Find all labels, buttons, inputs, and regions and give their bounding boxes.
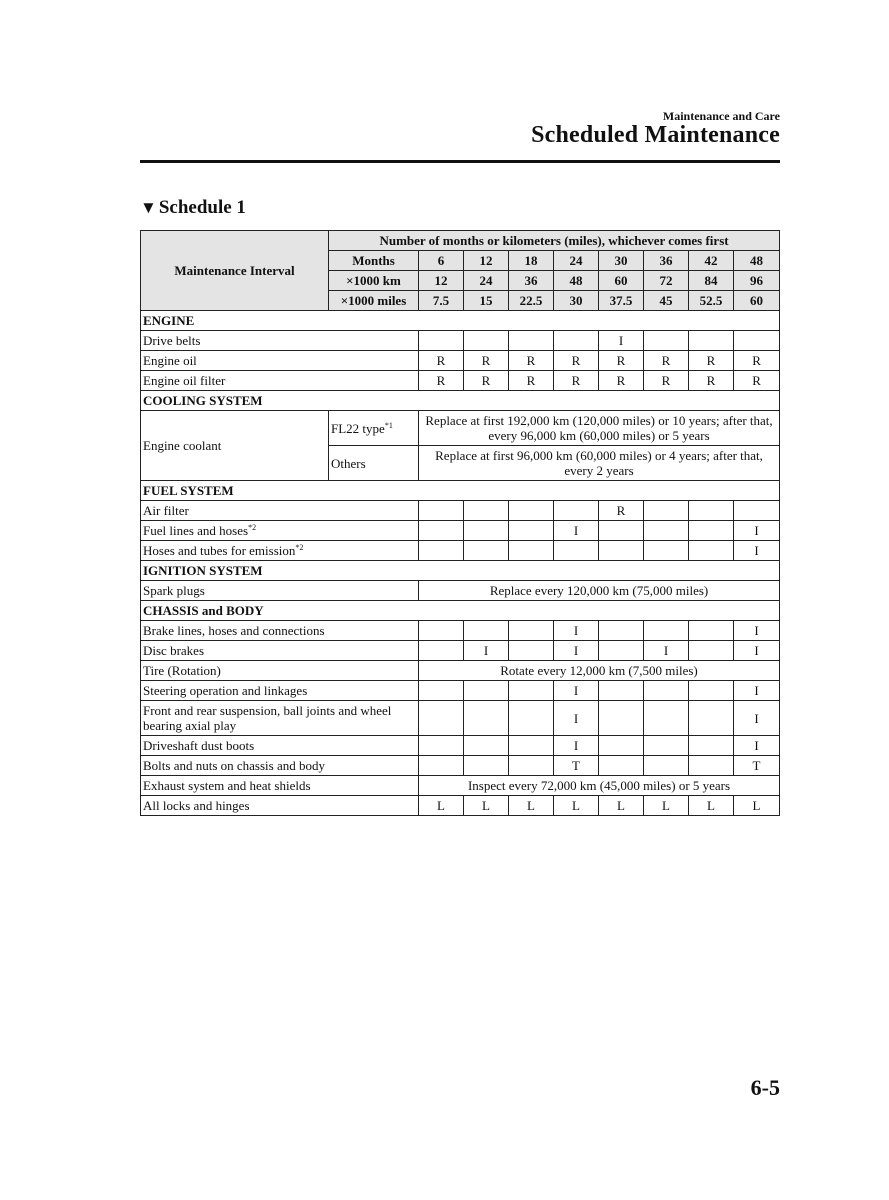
table-row	[141, 371, 780, 391]
cell: I	[554, 736, 599, 756]
cell	[464, 541, 509, 561]
item-name: Spark plugs	[141, 581, 419, 601]
cell	[644, 736, 689, 756]
tire-rotation-text: Rotate every 12,000 km (7,500 miles)	[419, 661, 780, 681]
miles-value: 22.5	[509, 291, 554, 311]
cell	[419, 621, 464, 641]
category-row	[141, 601, 780, 621]
item-name: Bolts and nuts on chassis and body	[141, 756, 419, 776]
cell: L	[599, 796, 644, 816]
cell: R	[599, 501, 644, 521]
cell	[599, 641, 644, 661]
cell: R	[509, 351, 554, 371]
cell	[734, 331, 780, 351]
cell	[689, 621, 734, 641]
cell	[464, 331, 509, 351]
category-engine: ENGINE	[141, 311, 780, 331]
km-value: 96	[734, 271, 780, 291]
coolant-type-fl22	[329, 411, 419, 446]
cell	[644, 621, 689, 641]
item-name: All locks and hinges	[141, 796, 419, 816]
month-value: 24	[554, 251, 599, 271]
cell	[509, 681, 554, 701]
cell	[689, 501, 734, 521]
cell	[599, 756, 644, 776]
km-value: 60	[599, 271, 644, 291]
item-name: Engine oil	[141, 351, 419, 371]
category-row	[141, 481, 780, 501]
cell: L	[644, 796, 689, 816]
km-value: 12	[419, 271, 464, 291]
month-value: 36	[644, 251, 689, 271]
cell	[689, 641, 734, 661]
item-name-suspension	[141, 701, 419, 736]
cell	[599, 736, 644, 756]
item-name: Disc brakes	[141, 641, 419, 661]
cell: T	[734, 756, 780, 776]
cell: L	[554, 796, 599, 816]
cell: I	[644, 641, 689, 661]
cell: I	[554, 521, 599, 541]
km-value: 72	[644, 271, 689, 291]
cell	[419, 641, 464, 661]
cell: I	[734, 621, 780, 641]
month-value: 42	[689, 251, 734, 271]
cell	[509, 521, 554, 541]
km-value: 48	[554, 271, 599, 291]
miles-value: 37.5	[599, 291, 644, 311]
table-row	[141, 331, 780, 351]
km-value: 36	[509, 271, 554, 291]
category-chassis: CHASSIS and BODY	[141, 601, 780, 621]
cell	[689, 541, 734, 561]
category-fuel: FUEL SYSTEM	[141, 481, 780, 501]
cell: I	[734, 521, 780, 541]
table-row	[141, 621, 780, 641]
category-row	[141, 391, 780, 411]
cell	[419, 701, 464, 736]
table-row	[141, 351, 780, 371]
spark-plugs-text: Replace every 120,000 km (75,000 miles)	[419, 581, 780, 601]
cell: R	[509, 371, 554, 391]
cell	[464, 701, 509, 736]
cell	[599, 541, 644, 561]
cell: I	[734, 541, 780, 561]
cell: R	[644, 351, 689, 371]
month-value: 18	[509, 251, 554, 271]
km-label: ×1000 km	[329, 271, 419, 291]
cell	[554, 501, 599, 521]
table-row	[141, 736, 780, 756]
table-row	[141, 541, 780, 561]
cell: R	[554, 371, 599, 391]
exhaust-text: Inspect every 72,000 km (45,000 miles) or 5 years	[419, 776, 780, 796]
cell	[689, 521, 734, 541]
cell	[509, 641, 554, 661]
category-row	[141, 561, 780, 581]
miles-value: 7.5	[419, 291, 464, 311]
month-value: 48	[734, 251, 780, 271]
miles-label: ×1000 miles	[329, 291, 419, 311]
footnote-ref: *2	[248, 523, 257, 532]
cell: I	[554, 641, 599, 661]
item-name: Tire (Rotation)	[141, 661, 419, 681]
cell: R	[689, 371, 734, 391]
cell	[464, 621, 509, 641]
footnote-ref: *2	[295, 543, 304, 552]
page-number: 6-5	[750, 1075, 780, 1100]
cell	[644, 521, 689, 541]
cell	[599, 521, 644, 541]
coolant-fl22-text: Replace at first 192,000 km (120,000 miles) or 10 years; after that, every 96,000 km (60,000 miles) or 5 years	[419, 411, 780, 446]
cell: L	[734, 796, 780, 816]
cell: R	[464, 351, 509, 371]
cell	[419, 521, 464, 541]
cell: R	[419, 371, 464, 391]
schedule-heading-text: Schedule 1	[158, 197, 246, 218]
cell: I	[554, 621, 599, 641]
coolant-type-others: Others	[329, 446, 419, 481]
cell	[509, 621, 554, 641]
cell	[689, 701, 734, 736]
footnote-ref: *1	[384, 420, 393, 430]
table-row	[141, 796, 780, 816]
schedule-heading	[140, 197, 246, 219]
month-value: 30	[599, 251, 644, 271]
table-row	[141, 501, 780, 521]
cell	[464, 521, 509, 541]
cell	[419, 681, 464, 701]
title-rule	[140, 160, 780, 163]
table-row	[141, 756, 780, 776]
cell	[599, 681, 644, 701]
table-row	[141, 776, 780, 796]
cell	[644, 331, 689, 351]
item-name: Drive belts	[141, 331, 419, 351]
item-name-line: Front and rear suspension, ball joints and wheel	[143, 703, 392, 718]
cell	[419, 501, 464, 521]
miles-value: 15	[464, 291, 509, 311]
cell	[419, 736, 464, 756]
item-name: Fuel lines and hoses	[143, 523, 249, 538]
km-value: 24	[464, 271, 509, 291]
months-label: Months	[329, 251, 419, 271]
item-name: Hoses and tubes for emission	[143, 543, 296, 558]
item-name-fuel-lines	[141, 521, 419, 541]
miles-value: 30	[554, 291, 599, 311]
category-row	[141, 311, 780, 331]
cell: I	[734, 736, 780, 756]
cell: T	[554, 756, 599, 776]
item-name: Engine coolant	[141, 411, 329, 481]
cell	[509, 331, 554, 351]
item-name: Air filter	[141, 501, 419, 521]
cell: L	[689, 796, 734, 816]
cell: I	[599, 331, 644, 351]
month-value: 6	[419, 251, 464, 271]
cell: I	[554, 681, 599, 701]
interval-label: Maintenance Interval	[141, 231, 329, 311]
cell	[509, 541, 554, 561]
cell: L	[509, 796, 554, 816]
cell	[509, 501, 554, 521]
miles-value: 45	[644, 291, 689, 311]
item-name: Steering operation and linkages	[141, 681, 419, 701]
item-name-line: bearing axial play	[143, 718, 237, 733]
cell: R	[734, 371, 780, 391]
triangle-down-icon: ▼	[140, 198, 157, 217]
cell	[464, 681, 509, 701]
table-row	[141, 661, 780, 681]
cell	[644, 701, 689, 736]
cell	[419, 756, 464, 776]
cell: R	[599, 371, 644, 391]
month-value: 12	[464, 251, 509, 271]
table-row	[141, 681, 780, 701]
cell	[509, 701, 554, 736]
table-row	[141, 411, 780, 446]
item-name: Exhaust system and heat shields	[141, 776, 419, 796]
cell: R	[689, 351, 734, 371]
section-label: Maintenance and Care	[662, 109, 780, 123]
miles-value: 60	[734, 291, 780, 311]
category-cooling: COOLING SYSTEM	[141, 391, 780, 411]
item-name: Engine oil filter	[141, 371, 419, 391]
km-value: 84	[689, 271, 734, 291]
header-row-span	[141, 231, 780, 251]
cell	[644, 756, 689, 776]
cell: R	[644, 371, 689, 391]
cell	[419, 331, 464, 351]
cell: L	[419, 796, 464, 816]
table-row	[141, 521, 780, 541]
cell	[599, 701, 644, 736]
cell	[644, 501, 689, 521]
cell: L	[464, 796, 509, 816]
table-row	[141, 701, 780, 736]
cell: I	[734, 641, 780, 661]
table-row	[141, 581, 780, 601]
cell	[734, 501, 780, 521]
cell	[644, 681, 689, 701]
cell: R	[554, 351, 599, 371]
cell	[509, 756, 554, 776]
cell	[419, 541, 464, 561]
table-row	[141, 641, 780, 661]
cell: R	[419, 351, 464, 371]
cell	[644, 541, 689, 561]
cell	[554, 541, 599, 561]
cell	[599, 621, 644, 641]
cell	[689, 736, 734, 756]
cell: R	[734, 351, 780, 371]
coolant-type-label: FL22 type	[331, 420, 385, 436]
item-name-emission-hoses	[141, 541, 419, 561]
cell	[554, 331, 599, 351]
span-header: Number of months or kilometers (miles), whichever comes first	[329, 231, 780, 251]
cell: I	[734, 701, 780, 736]
maintenance-schedule-table	[140, 230, 780, 816]
page-title: Scheduled Maintenance	[531, 122, 780, 148]
cell: R	[599, 351, 644, 371]
coolant-others-text: Replace at first 96,000 km (60,000 miles) or 4 years; after that, every 2 years	[419, 446, 780, 481]
item-name: Brake lines, hoses and connections	[141, 621, 419, 641]
cell	[689, 331, 734, 351]
cell	[464, 736, 509, 756]
cell: R	[464, 371, 509, 391]
cell	[689, 756, 734, 776]
cell: I	[734, 681, 780, 701]
cell: I	[554, 701, 599, 736]
cell	[464, 501, 509, 521]
cell	[464, 756, 509, 776]
cell	[509, 736, 554, 756]
category-ignition: IGNITION SYSTEM	[141, 561, 780, 581]
cell: I	[464, 641, 509, 661]
cell	[689, 681, 734, 701]
miles-value: 52.5	[689, 291, 734, 311]
item-name: Driveshaft dust boots	[141, 736, 419, 756]
